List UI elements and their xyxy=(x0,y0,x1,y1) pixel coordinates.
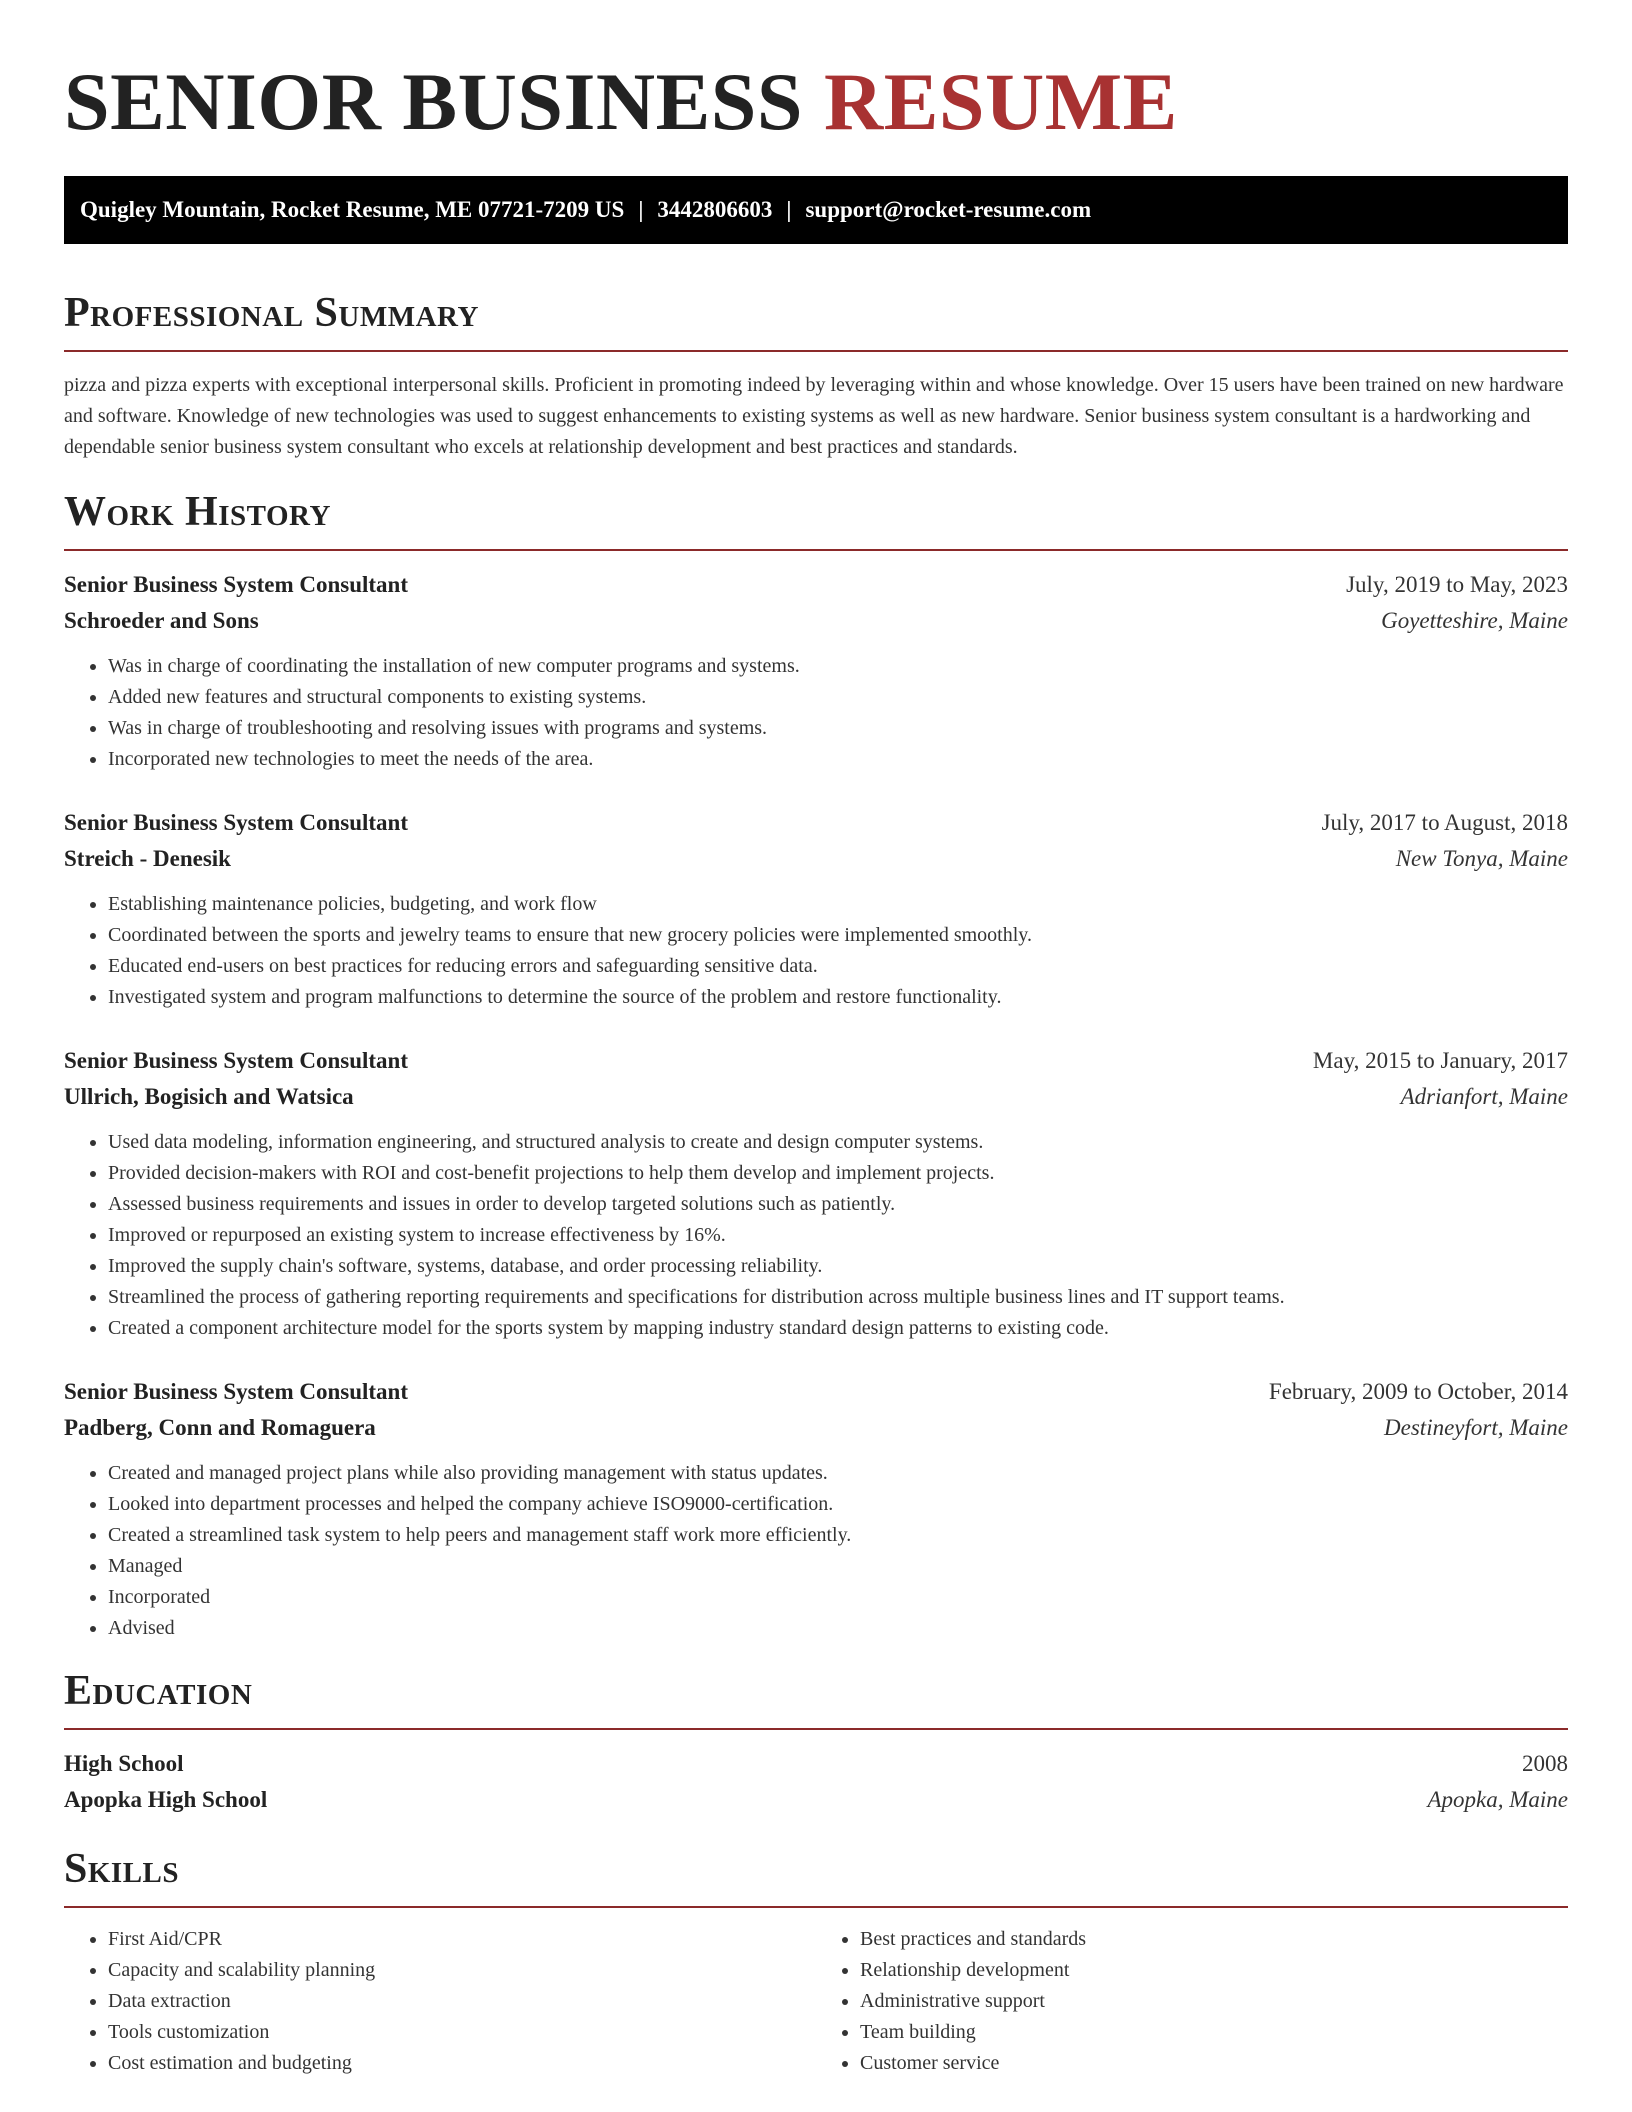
education-degree: High School xyxy=(64,1751,184,1776)
job-dates: July, 2019 to May, 2023 xyxy=(1346,572,1568,597)
education-school-row xyxy=(64,1782,1568,1818)
job-company-row xyxy=(64,841,1568,877)
summary-text: pizza and pizza experts with exceptional interpersonal skills. Proficient in promoting indeed by leveraging within and whose knowledge. Over 15 users have been trained on new hardware and software. Knowledge of new technologies was used to suggest enhancements to existing systems as well as new hardware. Senior business system consultant is a hardworking and dependable senior business system consultant who excels at relationship development and best practices and standards. xyxy=(64,374,1564,458)
skill-item: • Relationship development xyxy=(860,1955,1568,1986)
job-bullet: • Advised xyxy=(108,1613,1568,1644)
job-company: Padberg, Conn and Romaguera xyxy=(64,1415,376,1440)
job-bullet: • Managed xyxy=(108,1551,1568,1582)
skills-list-right xyxy=(816,1924,1568,2079)
skill-item: • Data extraction xyxy=(108,1986,816,2017)
job-entry xyxy=(64,567,1568,775)
education-school: Apopka High School xyxy=(64,1787,268,1812)
work-history-section xyxy=(64,487,1568,1644)
title-accent: RESUME xyxy=(823,56,1178,147)
job-bullet: • Establishing maintenance policies, budgeting, and work flow xyxy=(108,889,1568,920)
job-bullets xyxy=(64,1127,1568,1344)
education-section xyxy=(64,1666,1568,1818)
job-bullet: • Was in charge of troubleshooting and resolving issues with programs and systems. xyxy=(108,713,1568,744)
education-heading: Education xyxy=(64,1668,253,1714)
contact-bar xyxy=(64,176,1568,244)
job-bullet: • Created and managed project plans while also providing management with status updates. xyxy=(108,1458,1568,1489)
summary-heading: Professional Summary xyxy=(64,290,479,336)
job-title: Senior Business System Consultant xyxy=(64,1379,409,1404)
education-degree-row xyxy=(64,1746,1568,1782)
summary-section xyxy=(64,288,1568,463)
skills-columns xyxy=(64,1924,1568,2079)
job-bullet: • Assessed business requirements and issues in order to develop targeted solutions such as patiently. xyxy=(108,1189,1568,1220)
job-bullet: • Educated end-users on best practices for reducing errors and safeguarding sensitive data. xyxy=(108,951,1568,982)
skill-item: • Cost estimation and budgeting xyxy=(108,2048,816,2079)
job-bullet: • Coordinated between the sports and jewelry teams to ensure that new grocery policies were implemented smoothly. xyxy=(108,920,1568,951)
contact-separator: | xyxy=(786,197,792,222)
job-bullets xyxy=(64,651,1568,775)
work-history-heading: Work History xyxy=(64,489,331,535)
job-bullet: • Created a component architecture model for the sports system by mapping industry standard design patterns to existing code. xyxy=(108,1313,1568,1344)
education-location: Apopka, Maine xyxy=(1427,1787,1568,1812)
job-dates: May, 2015 to January, 2017 xyxy=(1312,1048,1568,1073)
contact-phone: 3442806603 xyxy=(657,197,773,222)
job-location: Destineyfort, Maine xyxy=(1384,1415,1568,1440)
job-bullets xyxy=(64,1458,1568,1644)
job-title: Senior Business System Consultant xyxy=(64,810,409,835)
skill-item: • Customer service xyxy=(860,2048,1568,2079)
skill-item: • Best practices and standards xyxy=(860,1924,1568,1955)
job-bullet: • Investigated system and program malfunctions to determine the source of the problem and restore functionality. xyxy=(108,982,1568,1013)
skill-item: • Team building xyxy=(860,2017,1568,2048)
job-bullet: • Added new features and structural components to existing systems. xyxy=(108,682,1568,713)
job-location: New Tonya, Maine xyxy=(1395,846,1568,871)
skills-heading: Skills xyxy=(64,1846,180,1892)
skills-section xyxy=(64,1844,1568,2079)
contact-separator: | xyxy=(638,197,644,222)
job-bullet: • Incorporated new technologies to meet the needs of the area. xyxy=(108,744,1568,775)
job-title: Senior Business System Consultant xyxy=(64,572,409,597)
job-company-row xyxy=(64,1079,1568,1115)
job-company-row xyxy=(64,603,1568,639)
job-bullet: • Improved or repurposed an existing system to increase effectiveness by 16%. xyxy=(108,1220,1568,1251)
skills-list-left xyxy=(64,1924,816,2079)
job-company: Streich - Denesik xyxy=(64,846,231,871)
education-year: 2008 xyxy=(1522,1751,1568,1776)
job-header-row xyxy=(64,1374,1568,1410)
job-title: Senior Business System Consultant xyxy=(64,1048,409,1073)
job-company-row xyxy=(64,1410,1568,1446)
job-header-row xyxy=(64,1043,1568,1079)
job-company: Schroeder and Sons xyxy=(64,608,259,633)
job-company: Ullrich, Bogisich and Watsica xyxy=(64,1084,354,1109)
skill-item: • Administrative support xyxy=(860,1986,1568,2017)
job-location: Adrianfort, Maine xyxy=(1400,1084,1568,1109)
section-divider xyxy=(64,549,1568,551)
skill-item: • Capacity and scalability planning xyxy=(108,1955,816,1986)
section-divider xyxy=(64,350,1568,352)
contact-email: support@rocket-resume.com xyxy=(805,197,1092,222)
job-header-row xyxy=(64,567,1568,603)
title-main: SENIOR BUSINESS xyxy=(64,56,803,147)
job-bullet: • Looked into department processes and helped the company achieve ISO9000-certification. xyxy=(108,1489,1568,1520)
job-bullet: • Was in charge of coordinating the installation of new computer programs and systems. xyxy=(108,651,1568,682)
job-entry xyxy=(64,1374,1568,1644)
resume-title xyxy=(64,56,1568,148)
job-bullet: • Incorporated xyxy=(108,1582,1568,1613)
job-dates: July, 2017 to August, 2018 xyxy=(1321,810,1568,835)
job-dates: February, 2009 to October, 2014 xyxy=(1268,1379,1568,1404)
section-divider xyxy=(64,1906,1568,1908)
skill-item: • Tools customization xyxy=(108,2017,816,2048)
job-location: Goyetteshire, Maine xyxy=(1381,608,1568,633)
section-divider xyxy=(64,1728,1568,1730)
job-bullets xyxy=(64,889,1568,1013)
job-entry xyxy=(64,805,1568,1013)
job-bullet: • Provided decision-makers with ROI and cost-benefit projections to help them develop and implement projects. xyxy=(108,1158,1568,1189)
contact-address: Quigley Mountain, Rocket Resume, ME 07721-7209 US xyxy=(80,197,625,222)
job-bullet: • Streamlined the process of gathering reporting requirements and specifications for distribution across multiple business lines and IT support teams. xyxy=(108,1282,1568,1313)
skill-item: • First Aid/CPR xyxy=(108,1924,816,1955)
education-entry xyxy=(64,1746,1568,1818)
job-bullet: • Used data modeling, information engineering, and structured analysis to create and design computer systems. xyxy=(108,1127,1568,1158)
job-header-row xyxy=(64,805,1568,841)
job-entry xyxy=(64,1043,1568,1344)
job-bullet: • Improved the supply chain's software, systems, database, and order processing reliability. xyxy=(108,1251,1568,1282)
job-bullet: • Created a streamlined task system to help peers and management staff work more efficiently. xyxy=(108,1520,1568,1551)
